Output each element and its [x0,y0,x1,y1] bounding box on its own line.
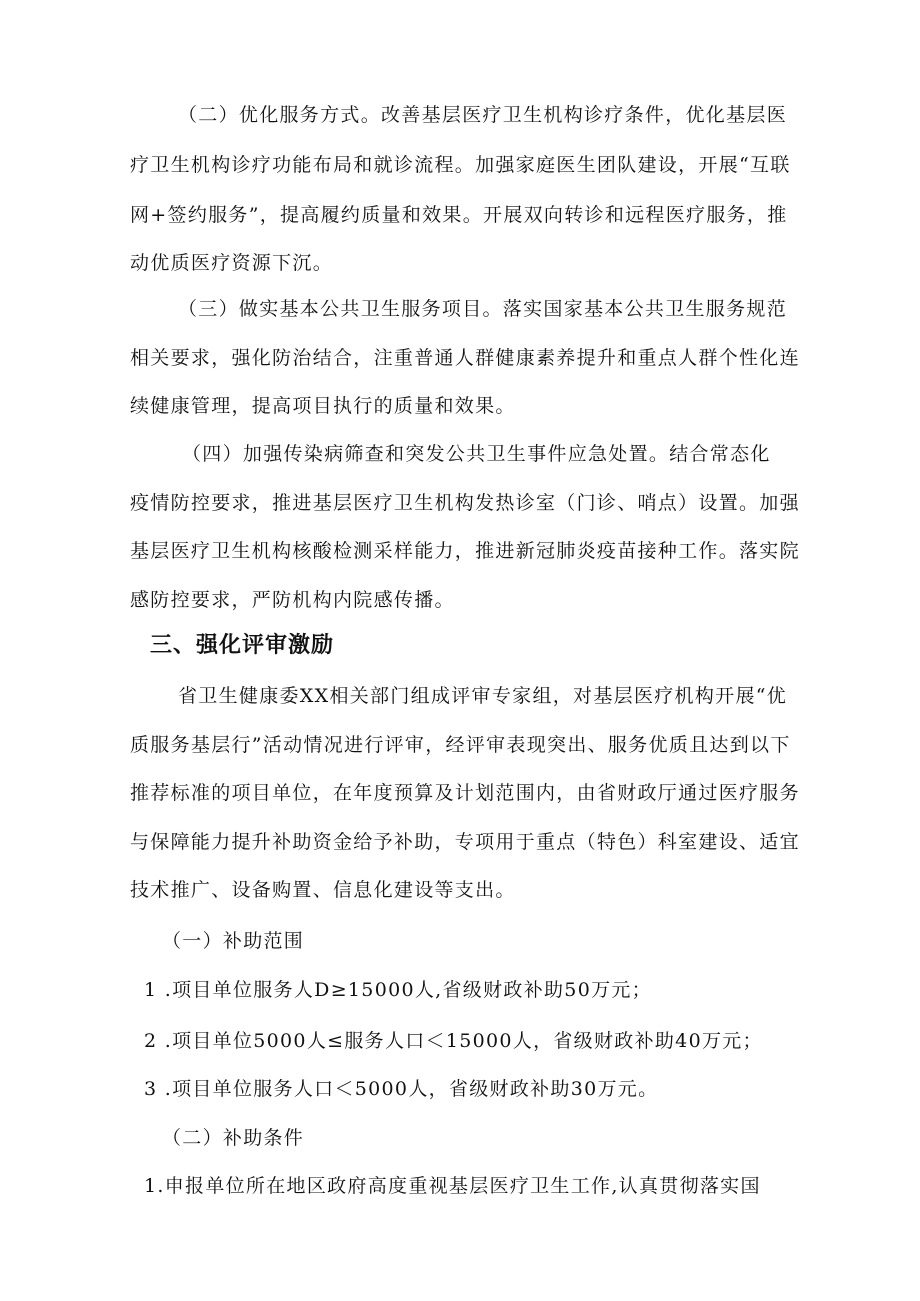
scope-item-2: 2 .项目单位5000人≤服务人口＜15000人，省级财政补助40万元； [144,1030,763,1052]
paragraph-4-line-1: （四）加强传染病筛查和突发公共卫生事件应急处置。结合常态化 [182,443,771,465]
paragraph-2-line-4: 动优质医疗资源下沉。 [130,252,334,274]
paragraph-3-line-1: （三）做实基本公共卫生服务项目。落实国家基本公共卫生服务规范 [178,298,788,320]
conditions-item-1: 1.申报单位所在地区政府高度重视基层医疗卫生工作,认真贯彻落实国 [144,1175,761,1197]
paragraph-2-line-3: 网+签约服务”，提高履约质量和效果。开展双向转诊和远程医疗服务，推 [130,204,788,226]
paragraph-3-line-2: 相关要求，强化防治结合，注重普通人群健康素养提升和重点人群个性化连 [130,347,800,369]
section-heading: 三、强化评审激励 [150,633,335,658]
section-intro-line-2: 质服务基层行”活动情况进行评审，经评审表现突出、服务优质且达到以下 [130,734,791,756]
paragraph-4-line-2: 疫情防控要求，推进基层医疗卫生机构发热诊室（门诊、哨点）设置。加强 [130,492,800,514]
scope-item-1: 1 .项目单位服务人D≥15000人,省级财政补助50万元； [144,979,652,1001]
paragraph-3-line-3: 续健康管理，提高项目执行的质量和效果。 [130,395,516,417]
section-intro-line-5: 技术推广、设备购置、信息化建设等支出。 [130,879,516,901]
subsection-heading-scope: （一）补助范围 [162,930,305,952]
paragraph-4-line-4: 感防控要求，严防机构内院感传播。 [130,589,455,611]
scope-item-3: 3 .项目单位服务人口＜5000人，省级财政补助30万元。 [144,1078,659,1100]
subsection-heading-conditions: （二）补助条件 [162,1127,305,1149]
paragraph-2-line-2: 疗卫生机构诊疗功能布局和就诊流程。加强家庭医生团队建设，开展“互联 [130,154,791,176]
section-intro-line-4: 与保障能力提升补助资金给予补助，专项用于重点（特色）科室建设、适宜 [130,831,800,853]
paragraph-2-line-1: （二）优化服务方式。改善基层医疗卫生机构诊疗条件，优化基层医 [178,104,788,126]
section-intro-line-3: 推荐标准的项目单位，在年度预算及计划范围内，由省财政厅通过医疗服务 [130,782,800,804]
section-intro-line-1: 省卫生健康委XX相关部门组成评审专家组，对基层医疗机构开展“优 [178,685,788,707]
paragraph-4-line-3: 基层医疗卫生机构核酸检测采样能力，推进新冠肺炎疫苗接种工作。落实院 [130,540,800,562]
